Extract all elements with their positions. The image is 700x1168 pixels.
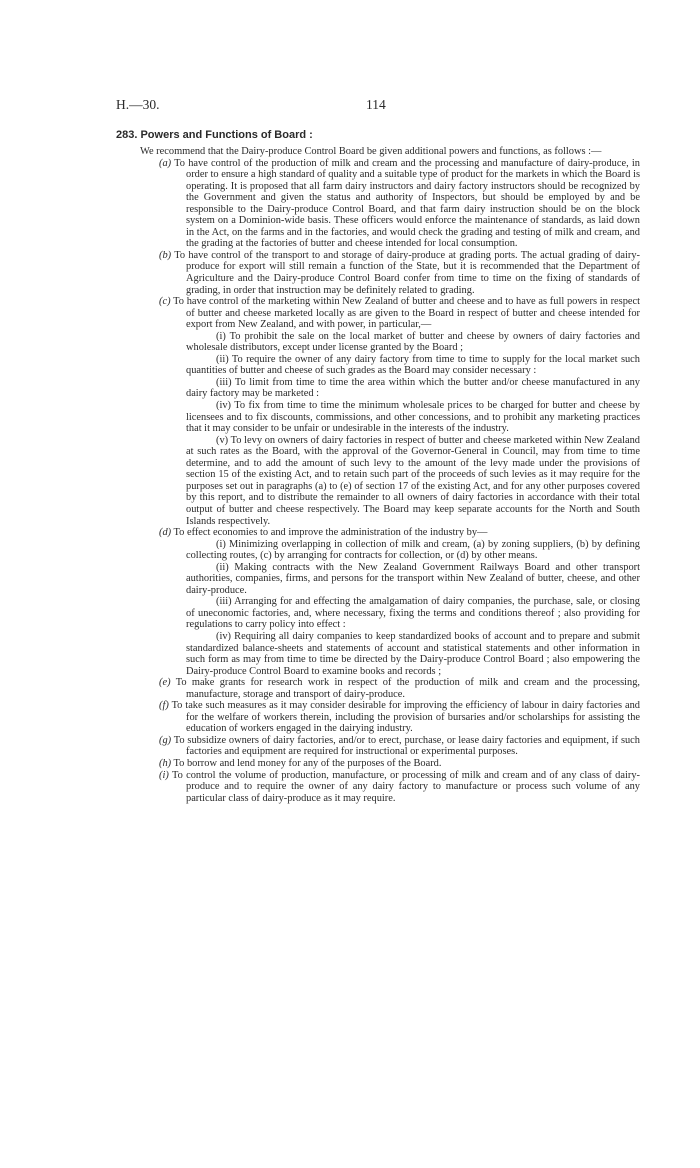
clause-b <box>116 250 640 296</box>
clause-text: To borrow and lend money for any of the purposes of the Board. <box>173 757 442 769</box>
clause-f <box>116 700 640 735</box>
page-number: 114 <box>366 97 386 112</box>
clause-label: (b) <box>159 249 172 261</box>
subclause-d-iv: (iv) Requiring all dairy companies to keep standardized books of account and to prepare and submit standardized balance-sheets and statements of account and statistical statements and other information in such form as may from time to time be directed by the Dairy-produce Control Board ; also empowering the Dairy-produce Control Board to examine books and records ; <box>186 630 640 677</box>
subclause-d-iii: (iii) Arranging for and effecting the amalgamation of dairy companies, the purchase, sale, or closing of uneconomic factories, and, where necessary, fixing the terms and conditions thereof ; also providing for regulations to carry policy into effect : <box>186 596 640 631</box>
intro-paragraph: We recommend that the Dairy-produce Control Board be given additional powers and functions, as follows :— <box>140 146 602 157</box>
clause-text: To effect economies to and improve the administration of the industry by— <box>173 527 488 539</box>
clause-text: To make grants for research work in respect of the production of milk and cream and the processing, manufacture, storage and transport of dairy-produce. <box>175 677 640 700</box>
clause-label: (e) <box>159 677 171 689</box>
section-heading: 283. Powers and Functions of Board : <box>116 129 313 141</box>
clause-text: To have control of the transport to and storage of dairy-produce at grading ports. The actual grading of dairy-produce for export will still remain a function of the State, but it is recommended that the Department of Agriculture and the Dairy-produce Control Board confer from time to time on the fixing of standards of grading, in order that instruction may be definitely related to grading. <box>174 249 640 296</box>
clause-h <box>116 758 640 770</box>
subclause-d-ii: (ii) Making contracts with the New Zealand Government Railways Board and other transport authorities, companies, firms, and persons for the transport within New Zealand of butter, cheese, and other dairy-produce. <box>186 561 640 596</box>
clause-g <box>116 735 640 758</box>
clause-label: (c) <box>159 296 171 308</box>
clause-label: (i) <box>159 769 169 781</box>
subclause-c-i: (i) To prohibit the sale on the local market of butter and cheese by owners of dairy factories and wholesale distributors, except under license granted by the Board ; <box>186 330 640 354</box>
clause-text: To have control of the production of milk and cream and the processing and manufacture of dairy-produce, in order to ensure a high standard of quality and a suitable type of product for the markets in which the Board is operating. It is proposed that all farm dairy instructors and dairy factory instructors should be recognized by the Government and given the status and authority of Inspectors, but should be employed by and be responsible to the Dairy-produce Control Board, and that farm dairy instruction should be on the block system on a Dominion-wide basis. These officers would enforce the maintenance of standards, as laid down in the Act, on the farms and in the factories, and would check the grading and testing of milk and cream, and the grading at the factories of butter and cheese intended for local consumption. <box>174 157 640 250</box>
page-header <box>116 97 641 113</box>
subclause-d-i: (i) Minimizing overlapping in collection of milk and cream, (a) by zoning suppliers, (b) by defining collecting routes, (c) by arranging for contracts for collection, or (d) by other means. <box>186 538 640 562</box>
body-text <box>116 146 640 804</box>
clause-text: To subsidize owners of dairy factories, and/or to erect, purchase, or lease dairy factories and equipment, if such factories and equipment are required for instructional or experimental purposes. <box>173 734 640 758</box>
clause-d <box>116 527 640 539</box>
clause-a <box>116 158 640 250</box>
clause-text: To have control of the marketing within New Zealand of butter and cheese and to have as full powers in respect of butter and cheese marketed locally as are given to the Board in respect of butter and cheese intended for export from New Zealand, and with power, in particular,— <box>173 296 640 331</box>
clause-label: (d) <box>159 527 172 539</box>
clause-text: To control the volume of production, manufacture, or processing of milk and cream and of any class of dairy-produce and to require the owner of any dairy factory to manufacture or process such volume of any particular class of dairy-produce as it may require. <box>171 769 640 804</box>
clause-label: (g) <box>159 734 172 746</box>
clause-label: (f) <box>159 700 169 712</box>
subclause-c-v: (v) To levy on owners of dairy factories in respect of butter and cheese marketed within New Zealand at such rates as the Board, with the approval of the Governor-General in Council, may from time to time determine, and to add the amount of such levy to the amount of the levy made under the provisions of section 15 of the existing Act, and to retain such part of the proceeds of such levies as it may require for the purposes set out in paragraphs (a) to (e) of section 17 of the existing Act, and for any other purposes covered by this report, and to distribute the remainder to all owners of dairy factories in accordance with their total output of butter and cheese respectively. The Board may keep separate accounts for the North and South Islands respectively. <box>186 434 640 527</box>
clause-c <box>116 296 640 331</box>
clause-label: (h) <box>159 757 172 769</box>
clause-text: To take such measures as it may consider desirable for improving the efficiency of labour in dairy factories and for the welfare of workers therein, including the provision of bursaries and/or scholarships for assisting the education of workers engaged in the dairying industry. <box>171 700 640 735</box>
subclause-c-ii: (ii) To require the owner of any dairy factory from time to time to supply for the local market such quantities of butter and cheese of such grades as the Board may consider necessary : <box>186 353 640 377</box>
clause-label: (a) <box>159 157 172 169</box>
subclause-c-iv: (iv) To fix from time to time the minimum wholesale prices to be charged for butter and cheese by licensees and to fix discounts, commissions, and other concessions, and to prohibit any marketing practices that it may consider to be unfair or undesirable in the interests of the industry. <box>186 400 640 435</box>
subclause-c-iii: (iii) To limit from time to time the area within which the butter and/or cheese manufactured in any dairy factory may be marketed : <box>186 376 640 400</box>
report-reference: H.—30. <box>116 97 160 112</box>
clause-i <box>116 770 640 805</box>
clause-e <box>116 677 640 700</box>
